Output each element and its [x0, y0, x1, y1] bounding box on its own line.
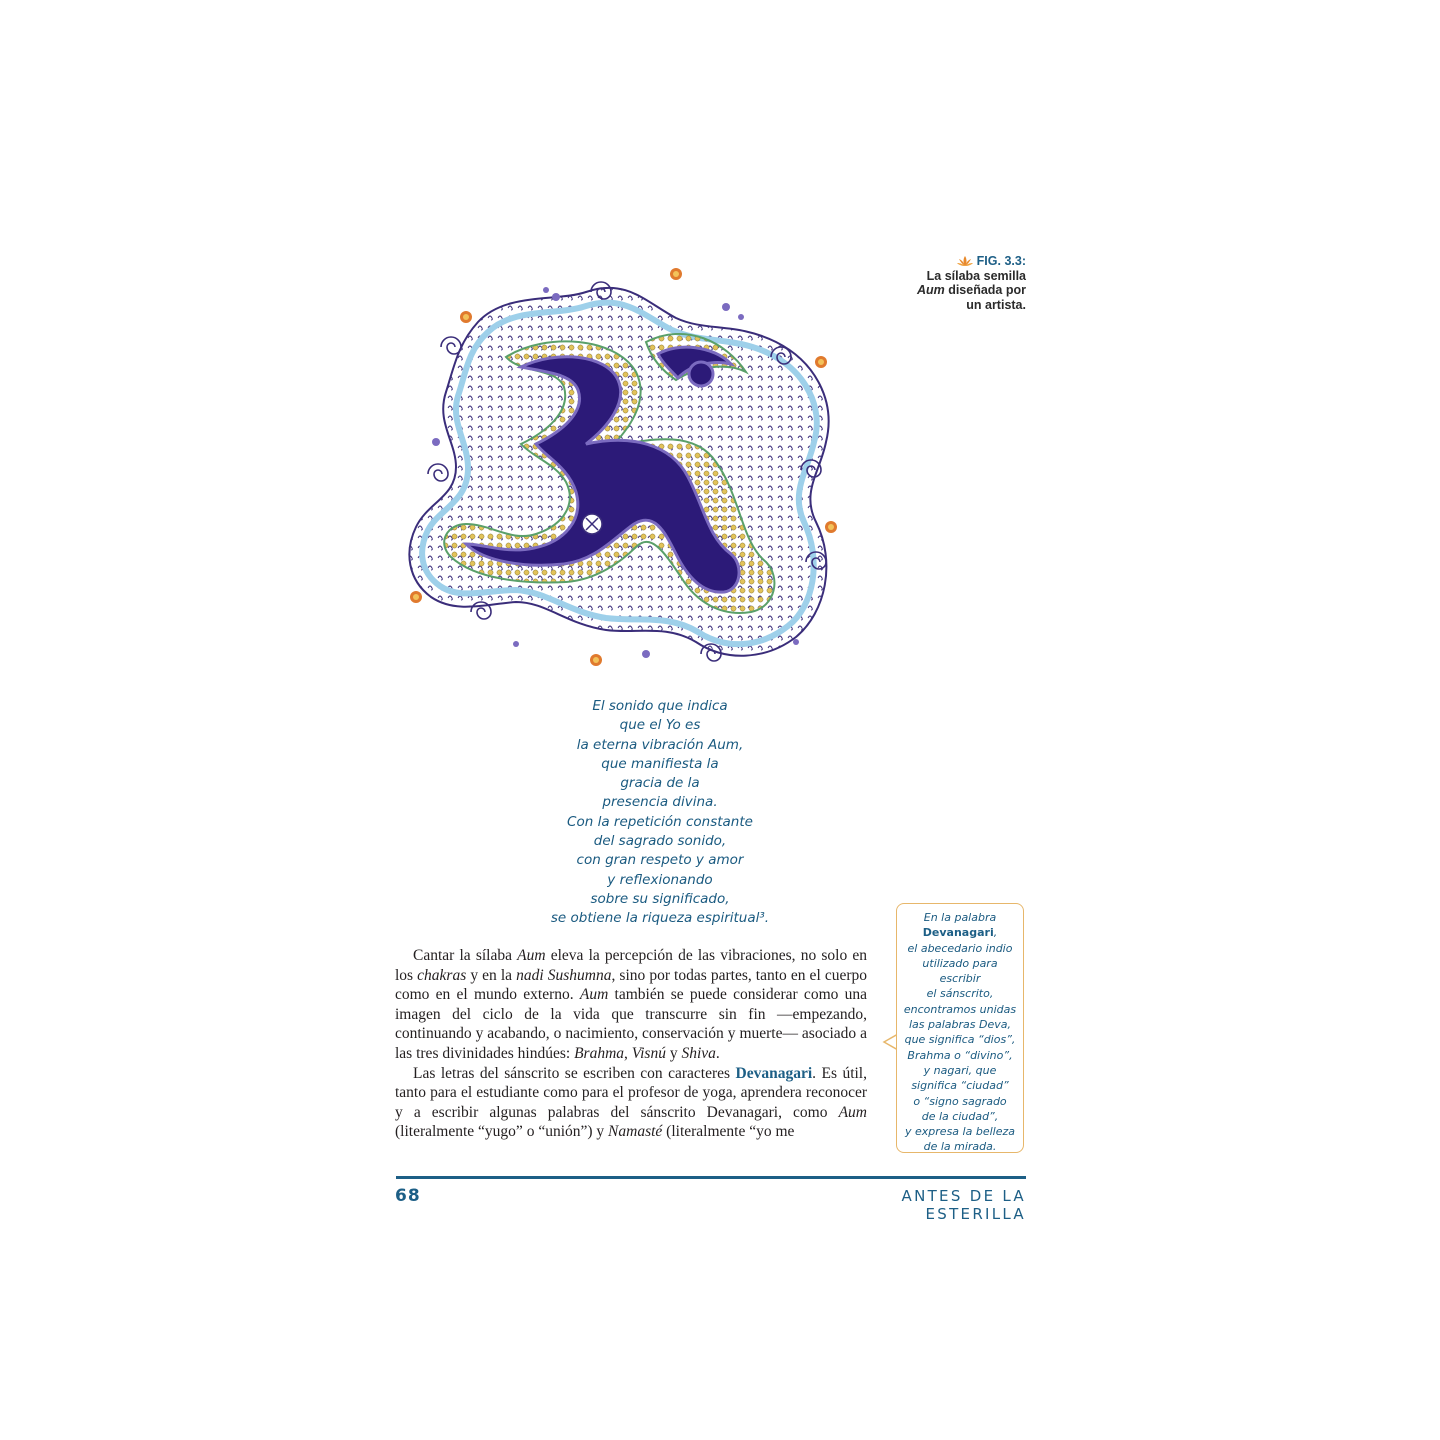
running-title: ANTES DE LA ESTERILLA	[901, 1187, 1026, 1223]
text-run: y	[665, 1044, 682, 1062]
body-text	[395, 946, 867, 1142]
caption-line-2-rest: diseñada por	[944, 283, 1026, 297]
caption-aum: Aum	[916, 283, 945, 297]
italic-term: Brahma	[574, 1044, 625, 1062]
note-line	[901, 925, 1019, 940]
text-run: . Es útil, tanto para el estudiante como para el profesor de yoga, aprendera reconocer y a escribir algunas palabras del sánscrito Devanagari, como	[395, 1064, 867, 1121]
note-line: Brahma o “divino”,	[907, 1048, 1013, 1062]
note-line: o “signo sagrado	[913, 1094, 1007, 1108]
italic-term: Aum	[517, 947, 546, 964]
sidebar-note	[896, 903, 1024, 1153]
poem-line: que manifiesta la	[601, 755, 719, 772]
note-line: y nagari, que	[923, 1063, 997, 1077]
italic-term: Visnú	[631, 1044, 666, 1062]
paragraph-1	[395, 946, 867, 1064]
lotus-icon	[957, 255, 973, 267]
poem-line: que el Yo es	[619, 717, 701, 734]
text-run: , sino por todas partes, tanto en el cuerpo como en el mundo externo.	[395, 966, 867, 1004]
note-line: el sánscrito,	[926, 987, 994, 1001]
note-line: En la palabra	[923, 911, 997, 924]
poem-line: El sonido que indica	[592, 698, 728, 714]
text-run: Cantar la sílaba	[413, 947, 518, 964]
page-number: 68	[395, 1186, 421, 1206]
note-line: encontramos unidas	[903, 1002, 1017, 1016]
italic-term: nadi Sushumna	[516, 966, 612, 984]
text-run: ,	[624, 1044, 632, 1062]
text-run: (literalmente “yo me	[662, 1123, 795, 1141]
figure-caption	[880, 254, 1026, 312]
text-run: y en la	[466, 966, 517, 984]
italic-term: Namasté	[608, 1123, 663, 1141]
note-line: de la ciudad”,	[921, 1109, 999, 1123]
text-run: Las letras del sánscrito se escriben con caracteres	[413, 1064, 736, 1082]
note-line: utilizado para escribir	[922, 956, 998, 986]
italic-term: Shiva	[681, 1044, 716, 1062]
poem-line: Con la repetición constante	[567, 813, 753, 830]
text-run: (literalmente “yugo” o “unión”) y	[395, 1123, 609, 1141]
poem-line: la eterna vibración Aum,	[576, 736, 744, 753]
poem-line: sobre su significado,	[590, 890, 730, 907]
note-comma: ,	[993, 926, 998, 940]
note-line: el abecedario indio	[907, 941, 1013, 955]
caption-line-3: un artista.	[966, 297, 1026, 312]
caption-line-1: La sílaba semilla	[926, 268, 1026, 283]
text-run: eleva la percepción de las vibraciones, no solo en los	[395, 947, 867, 984]
note-line: que significa “dios”,	[904, 1033, 1016, 1047]
note-keyword: Devanagari	[922, 926, 994, 940]
keyword-devanagari: Devanagari	[735, 1064, 813, 1082]
poem-line: del sagrado sonido,	[593, 833, 727, 850]
note-line: y expresa la belleza	[905, 1125, 1015, 1139]
poem-line: con gran respeto y amor	[576, 852, 744, 869]
poem-line: presencia divina.	[602, 794, 718, 811]
paragraph-2	[395, 1064, 867, 1142]
poem-line: se obtiene la riqueza espiritual³.	[550, 910, 770, 927]
figure-label: FIG. 3.3:	[976, 254, 1026, 268]
note-line: significa “ciudad”	[911, 1079, 1009, 1093]
caption-line-2	[880, 283, 1026, 298]
italic-term: Aum	[579, 986, 609, 1004]
note-line: las palabras Deva,	[908, 1018, 1011, 1032]
poem-block	[480, 697, 840, 929]
poem-line: gracia de la	[620, 775, 700, 792]
text-run: también se puede considerar como una imagen del ciclo de la vida que transcurre sin fin —empezando, continuando y acabando, o nacimiento, conservación y muerte— asociado a las tres divinidades hindúes:	[395, 986, 867, 1062]
note-line: de la mirada.	[923, 1140, 997, 1154]
footer-rule	[396, 1176, 1026, 1179]
text-run: .	[715, 1044, 720, 1062]
poem-line: y reflexionando	[607, 871, 713, 888]
italic-term: Aum	[838, 1103, 867, 1121]
om-aum-symbol-icon	[396, 262, 852, 674]
italic-term: chakras	[417, 966, 467, 984]
